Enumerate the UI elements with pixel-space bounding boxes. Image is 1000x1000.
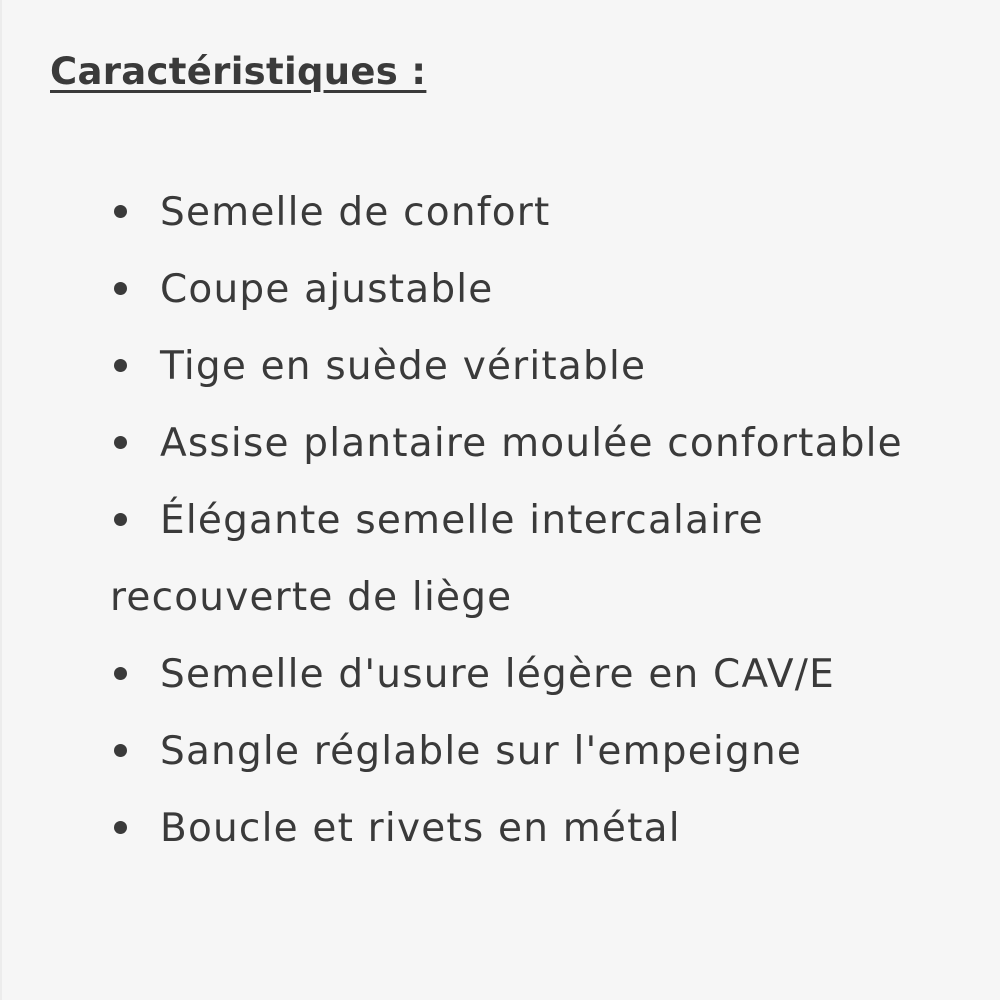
feature-item: [110, 713, 940, 790]
feature-text: Sangle réglable sur l'empeigne: [160, 729, 803, 774]
bullet-icon: [114, 513, 127, 526]
feature-text: Semelle d'usure légère en CAV/E: [160, 652, 835, 697]
bullet-icon: [114, 821, 127, 834]
section-heading: Caractéristiques :: [50, 50, 427, 93]
bullet-icon: [114, 436, 127, 449]
feature-text: Coupe ajustable: [160, 267, 494, 312]
bullet-icon: [114, 744, 127, 757]
feature-text: Boucle et rivets en métal: [160, 806, 681, 851]
feature-item: [110, 174, 940, 251]
feature-item: [110, 636, 940, 713]
bullet-icon: [114, 282, 127, 295]
feature-item: [110, 251, 940, 328]
feature-text: Semelle de confort: [160, 190, 551, 235]
feature-text: Tige en suède véritable: [160, 344, 647, 389]
feature-list: [110, 174, 940, 867]
feature-item: [110, 482, 940, 636]
bullet-icon: [114, 205, 127, 218]
feature-item: [110, 405, 940, 482]
feature-text: Élégante semelle intercalaire recouverte de liège: [110, 498, 764, 620]
feature-item: [110, 790, 940, 867]
feature-item: [110, 328, 940, 405]
feature-text: Assise plantaire moulée confortable: [160, 421, 903, 466]
bullet-icon: [114, 359, 127, 372]
bullet-icon: [114, 667, 127, 680]
